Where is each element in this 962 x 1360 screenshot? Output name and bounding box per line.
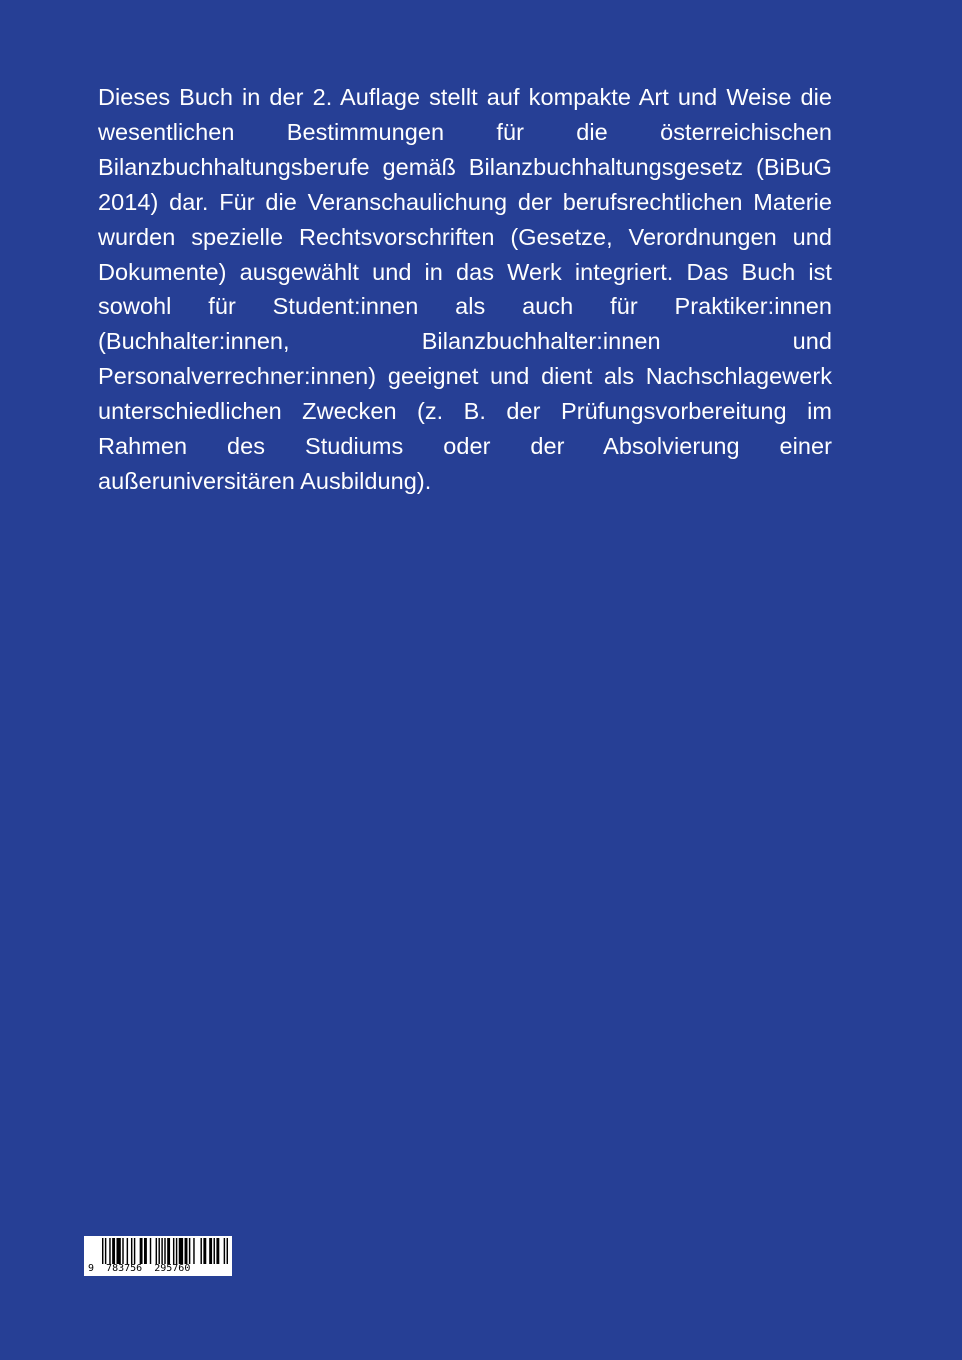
barcode-bar — [122, 1238, 123, 1264]
barcode-icon — [102, 1238, 228, 1264]
barcode-bar — [203, 1238, 206, 1264]
barcode-bar — [193, 1238, 194, 1264]
barcode-bar — [102, 1238, 103, 1264]
barcode-bar — [134, 1238, 135, 1264]
barcode-bar — [167, 1238, 170, 1264]
isbn-barcode — [84, 1236, 232, 1276]
book-description: Dieses Buch in der 2. Auflage stellt auf kompakte Art und Weise die wesentlichen Bestimmungen für die österreichischen Bilanzbuchhaltungsberufe gemäß Bilanzbuchhaltungsgesetz (BiBuG 2014) dar. Für die Veranschaulichung der berufsrechtlichen Materie wurden spezielle Rechtsvorschriften (Gesetze, Verordnungen und Dokumente) ausgewählt und in das Werk integriert. Das Buch ist sowohl für Student:innen als auch für Praktiker:innen (Buchhalter:innen, Bilanzbuchhalter:innen und Personalverrechner:innen) geeignet und dient als Nachschlagewerk unterschiedlichen Zwecken (z. B. der Prüfungsvorbereitung im Rahmen des Studiums oder der Absolvierung einer außeruniversitären Ausbildung). — [98, 84, 832, 494]
barcode-bar — [214, 1238, 215, 1264]
isbn-digits: 9 783756 295760 — [88, 1263, 191, 1274]
barcode-bar — [158, 1238, 159, 1264]
barcode-bar — [200, 1238, 201, 1264]
barcode-bar — [140, 1238, 143, 1264]
barcode-bar — [144, 1238, 147, 1264]
barcode-bar — [116, 1238, 120, 1264]
barcode-bar — [164, 1238, 165, 1264]
barcode-bar — [176, 1238, 177, 1264]
barcode-bar — [209, 1238, 212, 1264]
barcode-bar — [109, 1238, 110, 1264]
barcode-bar — [227, 1238, 228, 1264]
barcode-bar — [105, 1238, 106, 1264]
barcode-bar — [189, 1238, 190, 1264]
barcode-bar — [127, 1238, 128, 1264]
barcode-bar — [224, 1238, 225, 1264]
barcode-bar — [185, 1238, 188, 1264]
barcode-bar — [112, 1238, 115, 1264]
barcode-bar — [156, 1238, 157, 1264]
barcode-bar — [161, 1238, 162, 1264]
barcode-bar — [179, 1238, 183, 1264]
barcode-bar — [131, 1238, 132, 1264]
barcode-bar — [216, 1238, 219, 1264]
barcode-bar — [150, 1238, 151, 1264]
barcode-bar — [173, 1238, 174, 1264]
